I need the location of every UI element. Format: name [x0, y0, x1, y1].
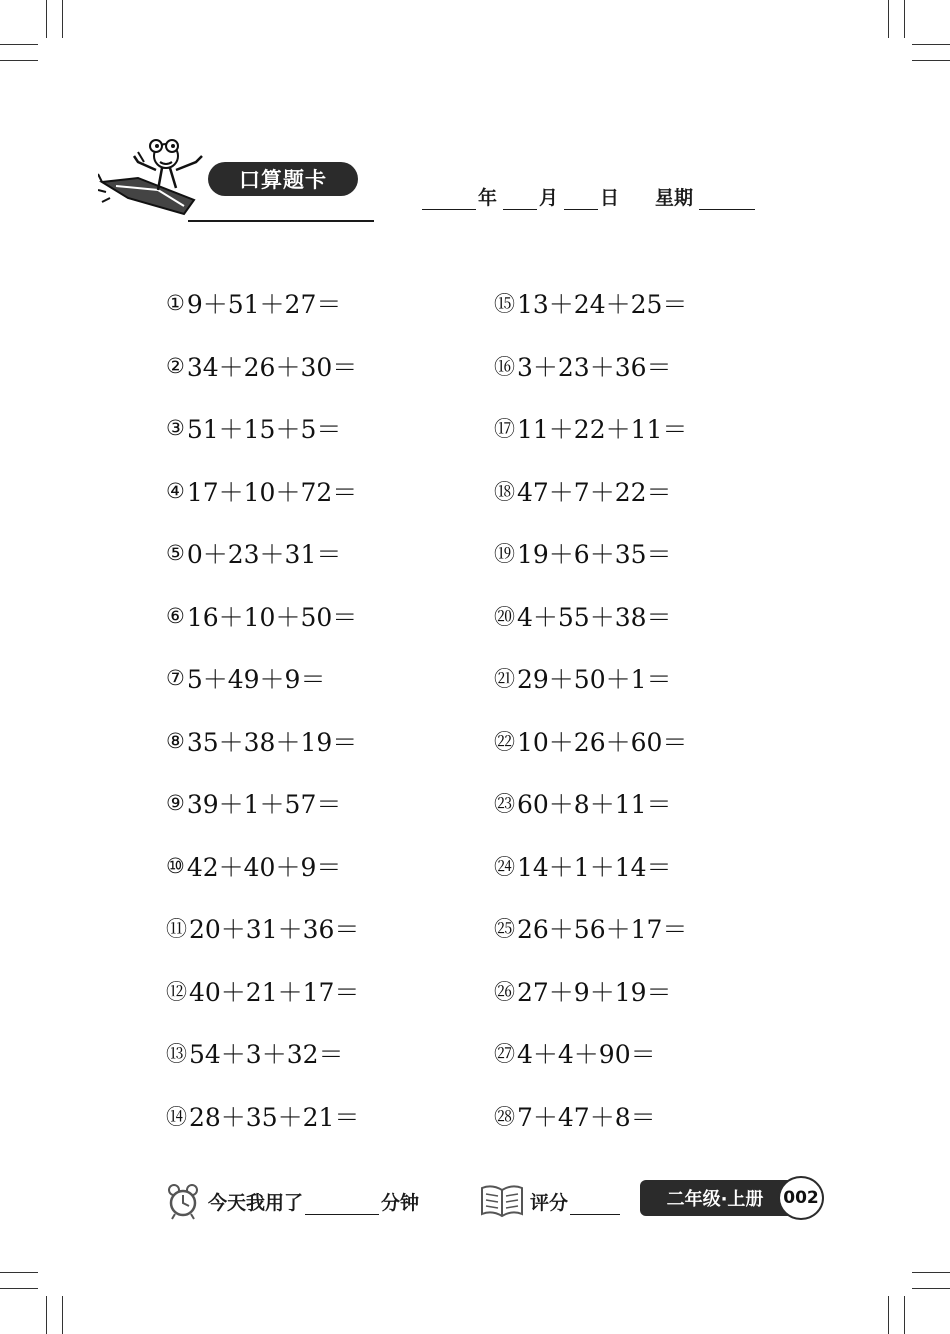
- time-suffix: 分钟: [381, 1192, 420, 1214]
- problem-expression: 10＋26＋60＝: [517, 727, 688, 757]
- problem-expression: 34＋26＋30＝: [186, 352, 358, 382]
- grade-badge: 二年级·上册: [640, 1180, 790, 1216]
- problem-item: [494, 272, 687, 335]
- problem-number: ⑦: [166, 666, 185, 691]
- problem-number: ㉖: [494, 979, 515, 1004]
- title-underline: [188, 220, 374, 222]
- problem-expression: 20＋31＋36＝: [189, 915, 360, 945]
- month-blank[interactable]: [503, 187, 537, 210]
- score-blank[interactable]: [570, 1192, 620, 1215]
- problem-item: [494, 335, 687, 398]
- day-label: 日: [600, 187, 620, 209]
- problem-item: [494, 772, 687, 835]
- problem-expression: 35＋38＋19＝: [186, 727, 358, 757]
- header: [0, 0, 950, 240]
- problem-item: [494, 960, 687, 1023]
- problem-number: ㉘: [494, 1104, 515, 1129]
- problem-number: ⑭: [166, 1104, 187, 1129]
- frog-rocket-mascot-icon: [98, 132, 208, 224]
- page-number: 002: [778, 1176, 824, 1220]
- problem-number: ⑲: [494, 542, 515, 567]
- problem-expression: 13＋24＋25＝: [517, 290, 688, 320]
- problem-item: [166, 772, 359, 835]
- problem-expression: 3＋23＋36＝: [517, 352, 672, 382]
- crop-mark: [0, 1288, 38, 1289]
- problem-expression: 19＋6＋35＝: [517, 540, 672, 570]
- problem-number: ③: [166, 416, 185, 441]
- score-label: 评分: [530, 1192, 569, 1214]
- problem-item: [166, 460, 359, 523]
- problem-expression: 11＋22＋11＝: [517, 415, 688, 445]
- crop-mark: [0, 1272, 38, 1273]
- problem-item: [166, 397, 359, 460]
- problem-item: [494, 897, 687, 960]
- year-blank[interactable]: [422, 187, 476, 210]
- score-row: [530, 1188, 622, 1215]
- date-row: [420, 180, 757, 210]
- problem-item: [494, 1085, 687, 1148]
- problem-expression: 42＋40＋9＝: [186, 852, 342, 882]
- problem-expression: 51＋15＋5＝: [186, 415, 342, 445]
- problem-number: ⑫: [166, 979, 187, 1004]
- problem-item: [494, 460, 687, 523]
- problem-expression: 60＋8＋11＝: [517, 790, 672, 820]
- problem-expression: 54＋3＋32＝: [189, 1040, 344, 1070]
- crop-mark: [912, 1272, 950, 1273]
- problem-item: [166, 585, 359, 648]
- problem-item: [494, 522, 687, 585]
- problem-number: ㉑: [494, 667, 515, 692]
- problem-number: ㉕: [494, 917, 515, 942]
- problem-number: ⑩: [166, 853, 185, 878]
- problem-expression: 5＋49＋9＝: [186, 665, 326, 695]
- problem-number: ⑯: [494, 354, 515, 379]
- problem-number: ㉗: [494, 1042, 515, 1067]
- problem-expression: 27＋9＋19＝: [517, 977, 672, 1007]
- problem-number: ⑳: [494, 604, 515, 629]
- problem-item: [494, 397, 687, 460]
- problem-item: [166, 710, 359, 773]
- problem-item: [494, 585, 687, 648]
- problem-number: ⑱: [494, 479, 515, 504]
- problem-expression: 4＋4＋90＝: [517, 1040, 656, 1070]
- problem-number: ⑬: [166, 1042, 187, 1067]
- problem-number: ⑮: [494, 292, 515, 317]
- open-book-icon: [480, 1184, 524, 1218]
- month-label: 月: [539, 187, 559, 209]
- problem-item: [166, 835, 359, 898]
- problem-number: ㉓: [494, 792, 515, 817]
- problem-expression: 14＋1＋14＝: [517, 852, 672, 882]
- problem-item: [166, 647, 359, 710]
- time-spent-row: [208, 1188, 419, 1215]
- problem-number: ⑰: [494, 417, 515, 442]
- crop-mark: [912, 1288, 950, 1289]
- problem-item: [166, 272, 359, 335]
- crop-mark: [46, 1296, 47, 1334]
- day-blank[interactable]: [564, 187, 598, 210]
- problem-number: ②: [166, 353, 185, 378]
- problem-item: [166, 1022, 359, 1085]
- minutes-blank[interactable]: [305, 1192, 379, 1215]
- problem-expression: 9＋51＋27＝: [186, 290, 342, 320]
- problem-expression: 16＋10＋50＝: [186, 602, 358, 632]
- problem-item: [166, 960, 359, 1023]
- problem-number: ①: [166, 291, 185, 316]
- problem-number: ⑧: [166, 728, 185, 753]
- problem-item: [166, 1085, 359, 1148]
- weekday-label: 星期: [655, 187, 694, 209]
- problem-item: [494, 647, 687, 710]
- problem-item: [494, 1022, 687, 1085]
- problem-item: [494, 835, 687, 898]
- problem-number: ⑪: [166, 917, 187, 942]
- problem-expression: 4＋55＋38＝: [517, 602, 672, 632]
- problem-expression: 7＋47＋8＝: [517, 1102, 656, 1132]
- problem-number: ⑤: [166, 541, 185, 566]
- problem-expression: 47＋7＋22＝: [517, 477, 672, 507]
- problem-number: ㉒: [494, 729, 515, 754]
- problem-expression: 28＋35＋21＝: [189, 1102, 360, 1132]
- problem-item: [494, 710, 687, 773]
- problem-expression: 0＋23＋31＝: [186, 540, 342, 570]
- crop-mark: [62, 1296, 63, 1334]
- alarm-clock-icon: [166, 1182, 200, 1220]
- footer: [0, 1170, 950, 1230]
- problem-number: ㉔: [494, 854, 515, 879]
- problem-item: [166, 335, 359, 398]
- problem-number: ⑨: [166, 791, 185, 816]
- problem-number: ④: [166, 478, 185, 503]
- year-label: 年: [478, 187, 498, 209]
- weekday-blank[interactable]: [699, 187, 755, 210]
- left-problem-column: [166, 272, 359, 1147]
- problem-item: [166, 897, 359, 960]
- crop-mark: [888, 1296, 889, 1334]
- right-problem-column: [494, 272, 687, 1147]
- problem-expression: 29＋50＋1＝: [517, 665, 672, 695]
- problem-item: [166, 522, 359, 585]
- problem-expression: 26＋56＋17＝: [517, 915, 688, 945]
- problem-expression: 17＋10＋72＝: [186, 477, 358, 507]
- page-title: 口算题卡: [208, 162, 358, 196]
- problem-number: ⑥: [166, 603, 185, 628]
- problem-expression: 40＋21＋17＝: [189, 977, 360, 1007]
- crop-mark: [904, 1296, 905, 1334]
- time-prefix: 今天我用了: [208, 1192, 304, 1214]
- problem-expression: 39＋1＋57＝: [186, 790, 342, 820]
